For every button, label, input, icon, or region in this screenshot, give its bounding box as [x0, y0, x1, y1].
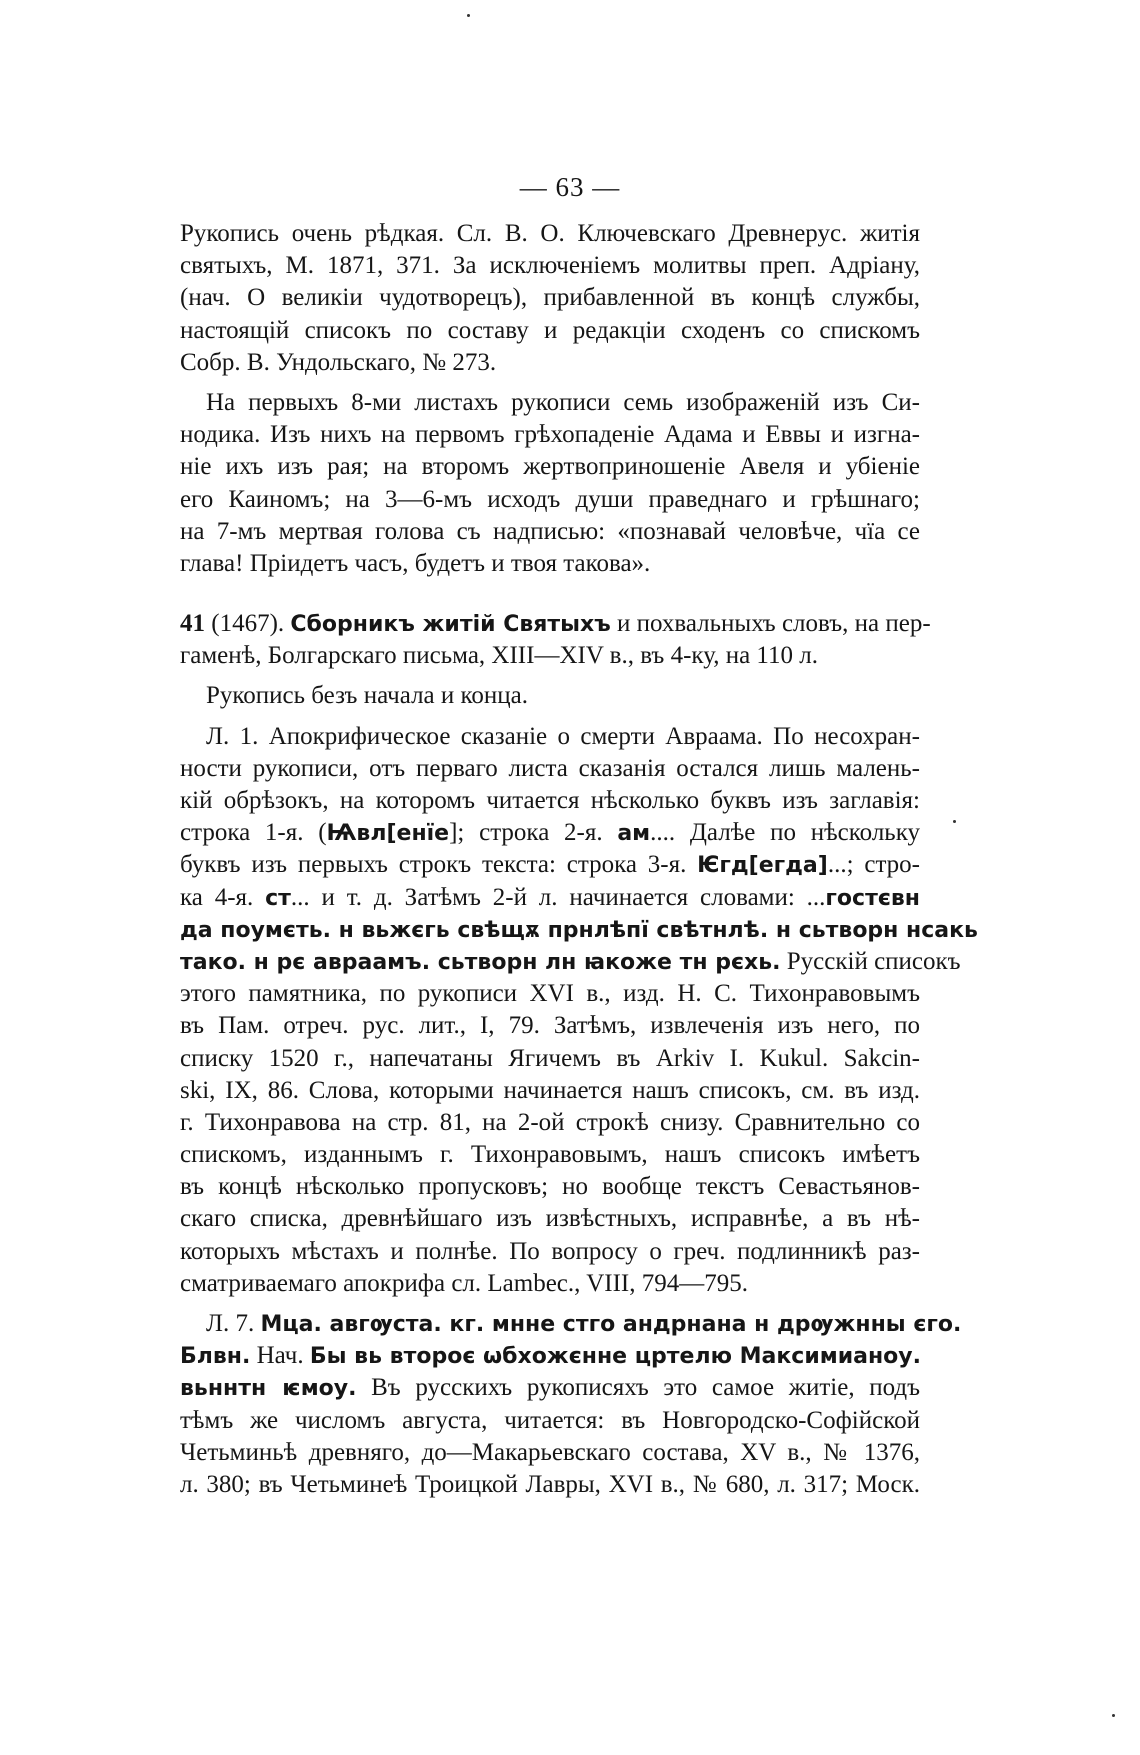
text-line: списку 1520 г., напечатаны Ягичемъ въ Arkiv I. Kukul. Sakcin- — [180, 1044, 920, 1072]
page-number: — 63 — — [519, 172, 621, 202]
text-line: л. 380; въ Четьминеѣ Троицкой Лавры, XVI в., № 680, л. 317; Моск. — [180, 1470, 920, 1498]
slavonic-text: ам — [617, 821, 651, 847]
slavonic-text: Мца. авгѹста. кг. мнне стго андрнана н дрѹжнны єго. — [260, 1312, 962, 1337]
text-line: Собр. В. Ундольскаго, № 273. — [180, 348, 497, 376]
text-line: вьннтн ѥмоу. Въ русскихъ рукописяхъ это самое житіе, подъ — [180, 1374, 921, 1402]
text-line: сматриваемаго апокрифа сл. Lambec., VIII, 794—795. — [180, 1269, 748, 1297]
text-line: настоящій списокъ по составу и редакціи сходенъ со спискомъ — [180, 316, 920, 344]
entry-inventory-number: (1467). — [205, 610, 291, 638]
text-line: святыхъ, М. 1871, 371. За исключеніемъ молитвы преп. Адріану, — [180, 252, 920, 280]
text-line: ности рукописи, отъ перваго листа сказанія остался лишь малень- — [180, 754, 920, 782]
text-line: его Каиномъ; на 3—6-мъ исходъ души праведнаго и грѣшнаго; — [180, 485, 920, 513]
entry-heading-line — [180, 608, 931, 640]
entry-number: 41 — [180, 610, 205, 638]
text-line: Л. 1. Апокрифическое сказаніе о смерти Авраама. По несохран- — [206, 722, 920, 750]
text-line: Рукопись безъ начала и конца. — [206, 682, 528, 710]
slavonic-text: ст — [265, 885, 291, 911]
text-line: Л. 7. Мца. авгѹста. кг. мнне стго андрнана н дрѹжнны єго. — [206, 1310, 962, 1337]
text-line: строка 1-я. (Ѩвл[енїе]; строка 2-я. ам.... Далѣе по нѣскольку — [180, 819, 920, 847]
text-line: Четьминьѣ древняго, до—Макарьевскаго состава, XV в., № 1376, — [180, 1438, 920, 1466]
text-line: глава! Пріидетъ часъ, будетъ и твоя такова». — [180, 549, 651, 577]
slavonic-text: Блвн. — [180, 1344, 251, 1370]
scan-speck — [467, 14, 470, 17]
text-line: ski, IX, 86. Слова, которыми начинается нашъ списокъ, см. въ изд. — [180, 1076, 920, 1104]
slavonic-text: гостєвн — [825, 885, 920, 911]
slavonic-text: Бы вь второє ѡбхожєнне цртелю Максимианоу. — [309, 1344, 921, 1370]
text-line: которыхъ мѣстахъ и полнѣе. По вопросу о греч. подлинникѣ раз- — [180, 1237, 920, 1265]
slavonic-text: да поумєть. н вьжєгь свѣщѫ прнлѣпї свѣтнлѣ. н сьтворн нсакь — [180, 917, 978, 943]
page-body — [180, 218, 978, 1501]
text-line: (нач. О великіи чудотворецъ), прибавленной въ концѣ службы, — [180, 284, 920, 312]
slavonic-text: Ѩвл[енїе — [326, 821, 450, 847]
text-line: скаго списка, древнѣйшаго изъ извѣстныхъ, исправнѣе, а въ нѣ- — [180, 1205, 920, 1233]
scan-speck — [953, 820, 956, 823]
text-line: въ концѣ нѣсколько пропусковъ; но вообще текстъ Севастьянов- — [180, 1173, 920, 1201]
text-line: тако. н рє авраамъ. сьтворн лн ꙗкоже тн рєхь. Русскій списокъ — [180, 947, 961, 975]
slavonic-text: тако. н рє авраамъ. сьтворн лн ꙗкоже тн рєхь. — [180, 949, 781, 975]
text-line: этого памятника, по рукописи XVI в., изд. Н. С. Тихонравовымъ — [180, 980, 920, 1008]
entry-title: Сборникъ житій Святыхъ — [290, 612, 611, 638]
text-line: нодика. Изъ нихъ на первомъ грѣхопаденіе Адама и Еввы и изгна- — [180, 421, 920, 449]
text-line: спискомъ, изданнымъ г. Тихонравовымъ, нашъ списокъ имѣетъ — [180, 1141, 920, 1169]
scan-speck — [1112, 1714, 1115, 1717]
text-line: г. Тихонравова на стр. 81, на 2-ой строкѣ снизу. Сравнительно со — [180, 1108, 920, 1136]
text-line: Рукопись очень рѣдкая. Сл. В. О. Ключевскаго Древнерус. житія — [180, 220, 920, 247]
text-line: на 7-мъ мертвая голова съ надписью: «познавай человѣче, чїа се — [180, 517, 920, 545]
text-line: На первыхъ 8-ми листахъ рукописи семь изображеній изъ Си- — [206, 388, 920, 416]
slavonic-text: Ѥгд[егда] — [697, 853, 828, 879]
text-line: гаменѣ, Болгарскаго письма, XIII—XIV в., въ 4-ку, на 110 л. — [180, 642, 818, 670]
text-line: ка 4-я. ст... и т. д. Затѣмъ 2-й л. начинается словами: ...гостєвн — [180, 883, 920, 911]
entry-description: и похвальныхъ словъ, на пер- — [610, 610, 931, 638]
text-line: въ Пам. отреч. рус. лит., I, 79. Затѣмъ, извлеченія изъ него, по — [180, 1012, 920, 1040]
text-line: ніе ихъ изъ рая; на второмъ жертвоприношеніе Авеля и убіеніе — [180, 453, 920, 481]
text-line: кій обрѣзокъ, на которомъ читается нѣсколько буквъ изъ заглавія: — [180, 787, 920, 814]
text-line: буквъ изъ первыхъ строкъ текста: строка 3-я. Ѥгд[егда]...; стро- — [180, 851, 920, 879]
slavonic-text: вьннтн ѥмоу. — [180, 1376, 357, 1402]
text-line: Блвн. Нач. Бы вь второє ѡбхожєнне цртелю Максимианоу. — [180, 1342, 921, 1370]
text-line: тѣмъ же числомъ августа, читается: въ Новгородско-Софійской — [180, 1406, 920, 1434]
text-line — [180, 914, 978, 946]
